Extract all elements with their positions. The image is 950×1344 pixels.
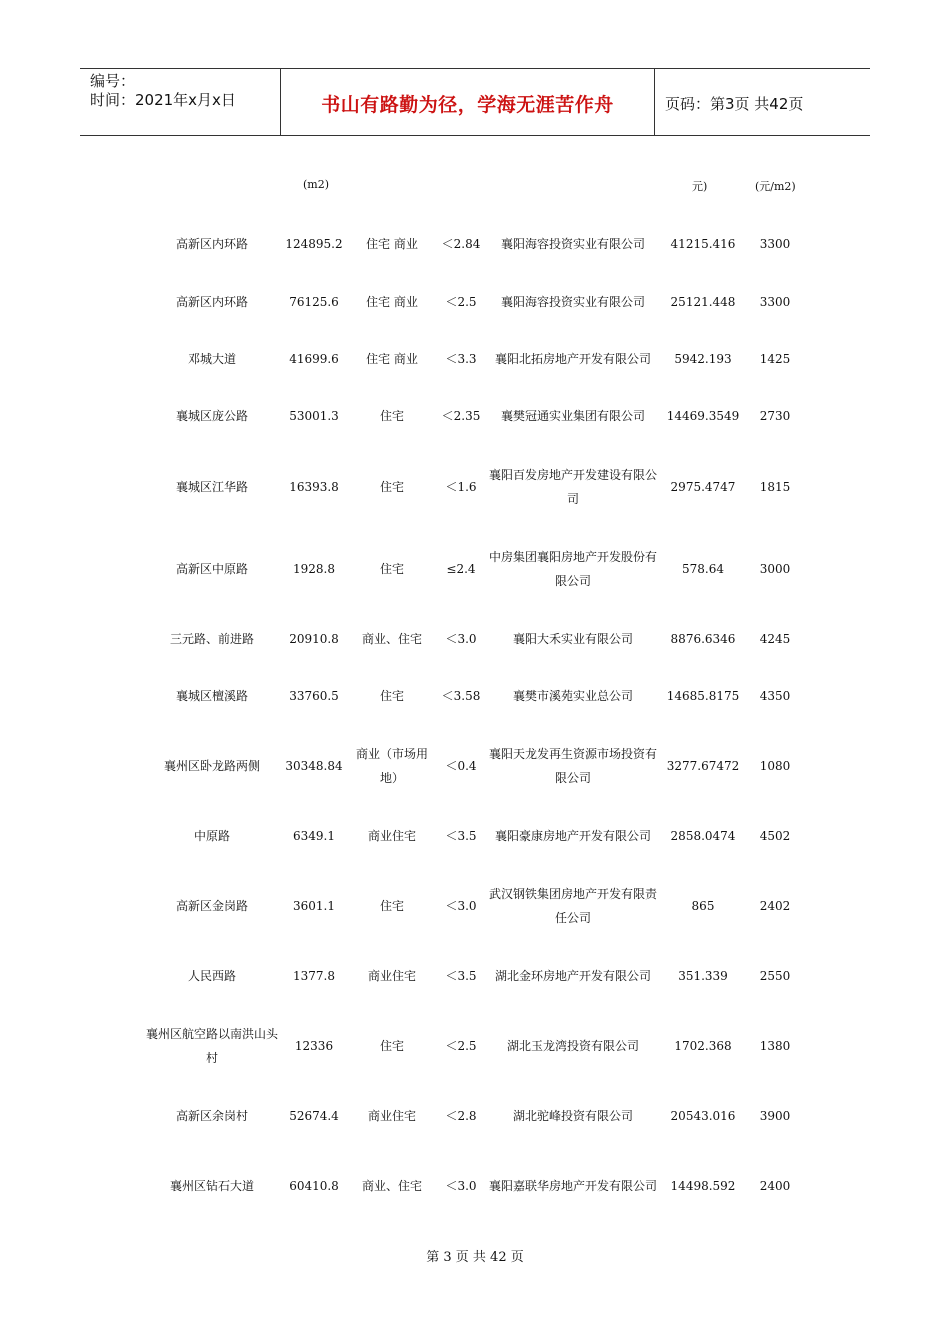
plot-ratio-cell: ＜1.6 (445, 480, 477, 494)
developer-cell: 襄阳大禾实业有限公司 (512, 632, 633, 646)
developer-cell: 湖北金环房地产开发有限公司 (494, 969, 651, 983)
table-row (0, 1018, 950, 1074)
land-use-cell: 商业住宅 (367, 829, 416, 843)
table-row (0, 1158, 950, 1214)
total-price-cell: 20543.016 (670, 1109, 736, 1123)
area-cell: 41699.6 (289, 352, 339, 366)
unit-price-unit: (元/m2) (755, 180, 796, 193)
page-footer: 第 3 页 共 42 页 (426, 1250, 524, 1265)
table-row (0, 818, 950, 854)
total-price-cell: 351.339 (678, 969, 728, 983)
total-price-cell: 8876.6346 (670, 632, 736, 646)
table-row (0, 341, 950, 377)
location-cell: 高新区金岗路 (175, 899, 248, 913)
developer-cell: 中房集团襄阳房地产开发股份有限公司 (488, 550, 657, 588)
total-price-cell: 578.64 (682, 562, 724, 576)
land-use-cell: 住宅 (379, 689, 404, 703)
total-price-cell: 865 (691, 899, 715, 913)
area-cell: 12336 (294, 1039, 334, 1053)
location-cell: 人民西路 (187, 969, 236, 983)
location-cell: 高新区内环路 (175, 237, 248, 251)
total-price-cell: 2858.0474 (670, 829, 736, 843)
area-cell: 20910.8 (289, 632, 339, 646)
unit-price-cell: 2550 (759, 969, 791, 983)
table-row (0, 1098, 950, 1134)
area-cell: 76125.6 (289, 295, 339, 309)
area-cell: 6349.1 (293, 829, 335, 843)
location-cell: 邓城大道 (187, 352, 236, 366)
developer-cell: 襄阳海容投资实业有限公司 (500, 237, 645, 251)
total-price-cell: 2975.4747 (670, 480, 736, 494)
unit-price-cell: 3300 (759, 237, 791, 251)
area-cell: 124895.2 (285, 237, 343, 251)
unit-price-cell: 3300 (759, 295, 791, 309)
table-row (0, 738, 950, 794)
plot-ratio-cell: ＜2.8 (445, 1109, 477, 1123)
total-price-cell: 14469.3549 (666, 409, 740, 423)
header-divider (654, 69, 655, 135)
developer-cell: 襄樊市溪苑实业总公司 (512, 689, 633, 703)
plot-ratio-cell: ＜3.5 (445, 829, 477, 843)
developer-cell: 襄阳豪康房地产开发有限公司 (494, 829, 651, 843)
developer-cell: 湖北驼峰投资有限公司 (512, 1109, 633, 1123)
area-cell: 60410.8 (289, 1179, 339, 1193)
developer-cell: 武汉钢铁集团房地产开发有限责任公司 (488, 887, 657, 925)
total-price-cell: 5942.193 (674, 352, 732, 366)
land-use-cell: 住宅 商业 (366, 237, 418, 251)
unit-price-cell: 4350 (759, 689, 791, 703)
table-row (0, 459, 950, 515)
developer-cell: 襄阳北拓房地产开发有限公司 (494, 352, 651, 366)
unit-price-cell: 1815 (759, 480, 791, 494)
plot-ratio-cell: ＜2.35 (441, 409, 481, 423)
plot-ratio-cell: ＜3.0 (445, 899, 477, 913)
total-price-cell: 25121.448 (670, 295, 736, 309)
plot-ratio-cell: ＜2.5 (445, 295, 477, 309)
plot-ratio-cell: ＜0.4 (445, 759, 477, 773)
location-cell: 高新区余岗村 (175, 1109, 248, 1123)
developer-cell: 襄阳海容投资实业有限公司 (500, 295, 645, 309)
plot-ratio-cell: ＜3.3 (445, 352, 477, 366)
location-cell: 襄州区航空路以南洪山头村 (145, 1027, 278, 1065)
total-price-cell: 41215.416 (670, 237, 736, 251)
area-cell: 33760.5 (289, 689, 339, 703)
land-use-cell: 住宅 (379, 409, 404, 423)
area-cell: 1377.8 (293, 969, 335, 983)
unit-price-cell: 4502 (759, 829, 791, 843)
land-use-cell: 商业（市场用地） (355, 747, 428, 785)
area-cell: 53001.3 (289, 409, 339, 423)
total-price-cell: 1702.368 (674, 1039, 732, 1053)
location-cell: 襄州区卧龙路两侧 (163, 759, 260, 773)
location-cell: 襄城区檀溪路 (175, 689, 248, 703)
location-cell: 襄城区江华路 (175, 480, 248, 494)
land-use-cell: 住宅 (379, 1039, 404, 1053)
land-use-cell: 住宅 (379, 480, 404, 494)
location-cell: 高新区内环路 (175, 295, 248, 309)
land-use-cell: 商业住宅 (367, 969, 416, 983)
table-row (0, 284, 950, 320)
header-motto: 书山有路勤为径，学海无涯苦作舟 (321, 93, 614, 116)
land-use-cell: 商业、住宅 (361, 632, 422, 646)
time-label: 时间：2021年x月x日 (90, 91, 236, 109)
location-cell: 三元路、前进路 (169, 632, 254, 646)
area-cell: 52674.4 (289, 1109, 339, 1123)
plot-ratio-cell: ＜2.84 (441, 237, 481, 251)
plot-ratio-cell: ＜3.0 (445, 632, 477, 646)
area-cell: 1928.8 (293, 562, 335, 576)
developer-cell: 襄阳嘉联华房地产开发有限公司 (488, 1179, 657, 1193)
table-row (0, 621, 950, 657)
unit-price-cell: 1380 (759, 1039, 791, 1053)
unit-price-cell: 1425 (759, 352, 791, 366)
unit-price-cell: 1080 (759, 759, 791, 773)
developer-cell: 襄阳百发房地产开发建设有限公司 (488, 468, 657, 506)
developer-cell: 襄樊冠通实业集团有限公司 (500, 409, 645, 423)
table-row (0, 958, 950, 994)
location-cell: 高新区中原路 (175, 562, 248, 576)
plot-ratio-cell: ＜3.58 (441, 689, 481, 703)
total-price-cell: 14685.8175 (666, 689, 740, 703)
price-unit: 元) (692, 180, 708, 193)
plot-ratio-cell: ≤2.4 (446, 562, 476, 576)
developer-cell: 湖北玉龙湾投资有限公司 (506, 1039, 639, 1053)
land-use-cell: 商业、住宅 (361, 1179, 422, 1193)
header-meta (90, 72, 236, 110)
land-use-cell: 住宅 (379, 562, 404, 576)
unit-price-cell: 4245 (759, 632, 791, 646)
land-use-cell: 商业住宅 (367, 1109, 416, 1123)
plot-ratio-cell: ＜3.0 (445, 1179, 477, 1193)
unit-header-row (0, 178, 950, 196)
unit-price-cell: 3900 (759, 1109, 791, 1123)
land-use-cell: 住宅 商业 (366, 352, 418, 366)
unit-price-cell: 2400 (759, 1179, 791, 1193)
developer-cell: 襄阳天龙发再生资源市场投资有限公司 (488, 747, 657, 785)
plot-ratio-cell: ＜2.5 (445, 1039, 477, 1053)
total-price-cell: 14498.592 (670, 1179, 736, 1193)
table-row (0, 678, 950, 714)
location-cell: 襄州区钻石大道 (169, 1179, 254, 1193)
header-page-label: 页码：第3页 共42页 (665, 94, 804, 113)
unit-price-cell: 2730 (759, 409, 791, 423)
plot-ratio-cell: ＜3.5 (445, 969, 477, 983)
page-header (80, 68, 870, 136)
area-cell: 30348.84 (285, 759, 343, 773)
location-cell: 襄城区庞公路 (175, 409, 248, 423)
unit-price-cell: 2402 (759, 899, 791, 913)
number-label: 编号： (90, 72, 136, 90)
total-price-cell: 3277.67472 (666, 759, 740, 773)
unit-price-cell: 3000 (759, 562, 791, 576)
table-row (0, 541, 950, 597)
location-cell: 中原路 (193, 829, 230, 843)
table-row (0, 226, 950, 262)
area-cell: 3601.1 (293, 899, 335, 913)
table-row (0, 878, 950, 934)
area-cell: 16393.8 (289, 480, 339, 494)
table-row (0, 398, 950, 434)
land-use-cell: 住宅 (379, 899, 404, 913)
area-unit: (m2) (303, 178, 330, 191)
land-use-cell: 住宅 商业 (366, 295, 418, 309)
